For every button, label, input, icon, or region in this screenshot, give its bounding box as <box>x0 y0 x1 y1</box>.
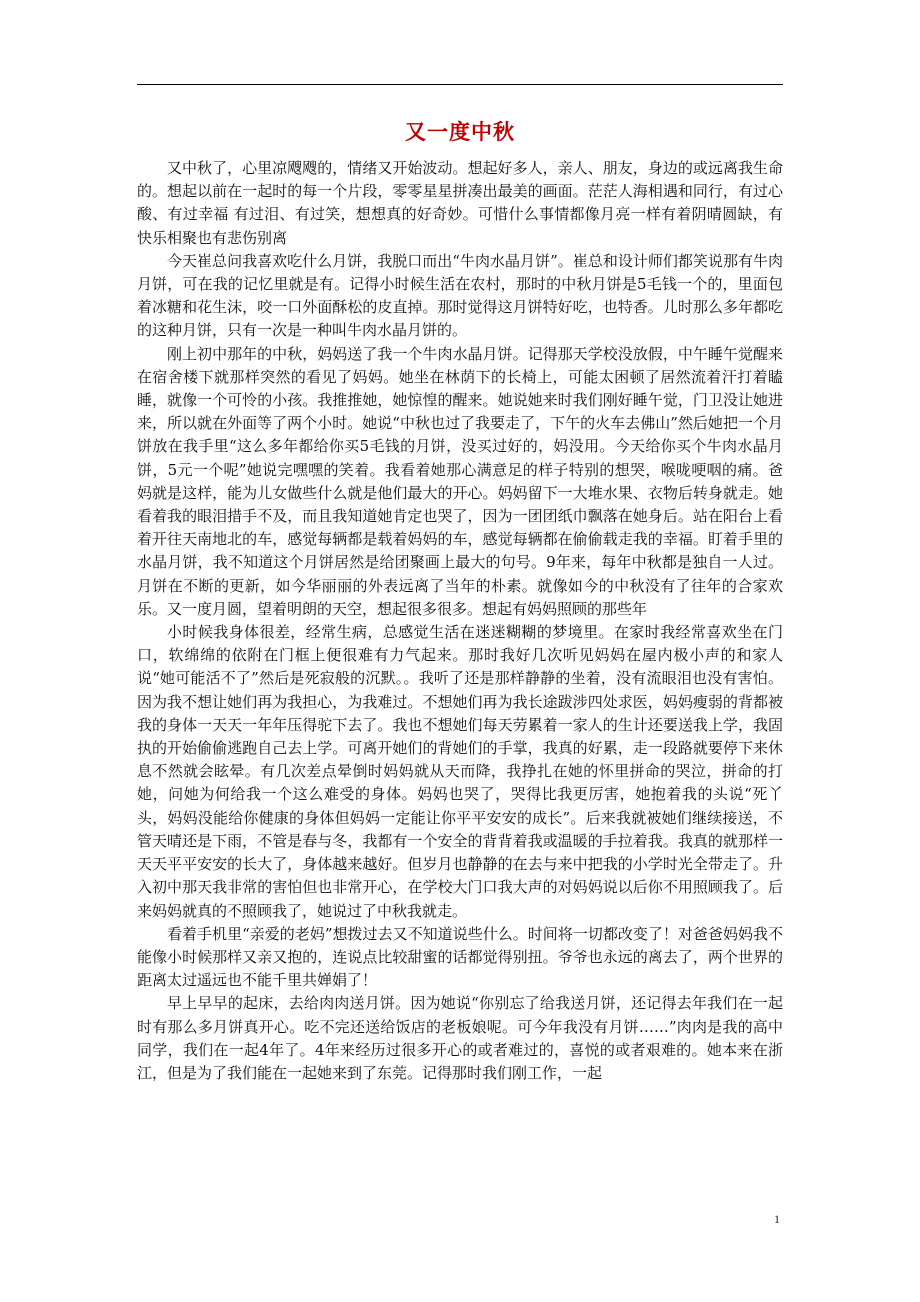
header-rule <box>137 84 783 85</box>
paragraph: 小时候我身体很差，经常生病，总感觉生活在迷迷糊糊的梦境里。在家时我经常喜欢坐在门口，软绵绵的依附在门框上便很难有力气起来。那时我好几次听见妈妈在屋内极小声的和家人说“她可能活不了”然后是死寂般的沉默。。我听了还是那样静静的坐着，没有流眼泪也没有害怕。因为我不想让她们再为我担心，为我难过。不想她们再为我长途跋涉四处求医，妈妈瘦弱的背都被我的身体一天天一年年压得驼下去了。我也不想她们每天劳累着一家人的生计还要送我上学，我固执的开始偷偷逃跑自己去上学。可离开她们的背她们的手掌，我真的好累，走一段路就要停下来休息不然就会眩晕。有几次差点晕倒时妈妈就从天而降，我挣扎在她的怀里拼命的哭泣，拼命的打她，问她为何给我一个这么难受的身体。妈妈也哭了，哭得比我更厉害，她抱着我的头说“死丫头，妈妈没能给你健康的身体但妈妈一定能让你平平安安的成长”。后来我就被她们继续接送，不管天晴还是下雨，不管是春与冬，我都有一个安全的背背着我或温暖的手拉着我。我真的就那样一天天平平安安的长大了，身体越来越好。但岁月也静静的在去与来中把我的小学时光全带走了。升入初中那天我非常的害怕但也非常开心，在学校大门口我大声的对妈妈说以后你不用照顾我了。后来妈妈就真的不照顾我了，她说过了中秋我就走。 <box>137 623 783 920</box>
paragraph: 刚上初中那年的中秋，妈妈送了我一个牛肉水晶月饼。记得那天学校没放假，中午睡午觉醒来在宿舍楼下就那样突然的看见了妈妈。她坐在林荫下的长椅上，可能太困顿了居然流着汗打着瞌睡，就像一个可怜的小孩。我推推她，她惊惶的醒来。她说她来时我们刚好睡午觉，门卫没让她进来，所以就在外面等了两个小时。她说“中秋也过了我要走了，下午的火车去佛山”然后她把一个月饼放在我手里“这么多年都给你买5毛钱的月饼，没买过好的，妈没用。今天给你买个牛肉水晶月饼，5元一个呢”她说完嘿嘿的笑着。我看着她那心满意足的样子特别的想哭，喉咙哽咽的痛。爸妈就是这样，能为儿女做些什么就是他们最大的开心。妈妈留下一大堆水果、衣物后转身就走。她看着我的眼泪措手不及，而且我知道她肯定也哭了，因为一团团纸巾飘落在她身后。站在阳台上看着开往天南地北的车，感觉每辆都是载着妈妈的车，感觉每辆都在偷偷载走我的幸福。盯着手里的水晶月饼，我不知道这个月饼居然是给团聚画上最大的句号。9年来，每年中秋都是独自一人过。月饼在不断的更新，如今华丽丽的外表远离了当年的朴素。就像如今的中秋没有了往年的合家欢乐。又一度月圆，望着明朗的天空，想起很多很多。想起有妈妈照顾的那些年 <box>137 344 783 618</box>
paragraph: 今天崔总问我喜欢吃什么月饼，我脱口而出“牛肉水晶月饼”。崔总和设计师们都笑说那有牛肉月饼，可在我的记忆里就是有。记得小时候生活在农村，那时的中秋月饼是5毛钱一个的，里面包着冰糖和花生沫，咬一口外面酥松的皮直掉。那时觉得这月饼特好吃，也特香。儿时那么多年都吃的这种月饼，只有一次是一种叫牛肉水晶月饼的。 <box>137 251 783 340</box>
paragraph: 早上早早的起床，去给肉肉送月饼。因为她说“你别忘了给我送月饼，还记得去年我们在一起时有那么多月饼真开心。吃不完还送给饭店的老板娘呢。可今年我没有月饼……”肉肉是我的高中同学，我们在一起4年了。4年来经历过很多开心的或者难过的，喜悦的或者艰难的。她本来在浙江，但是为了我们能在一起她来到了东莞。记得那时我们刚工作，一起 <box>137 994 783 1082</box>
document-body <box>137 157 783 1085</box>
paragraph: 又中秋了，心里凉飕飕的，情绪又开始波动。想起好多人，亲人、朋友，身边的或远离我生命的。想起以前在一起时的每一个片段，零零星星拼凑出最美的画面。茫茫人海相遇和同行，有过心酸、有过幸福 有过泪、有过笑，想想真的好奇妙。可惜什么事情都像月亮一样有着阴晴圆缺，有快乐相聚也有悲伤别离 <box>137 159 783 247</box>
paragraph: 看着手机里“亲爱的老妈”想拨过去又不知道说些什么。时间将一切都改变了！对爸爸妈妈我不能像小时候那样又亲又抱的，连说点比较甜蜜的话都觉得别扭。爷爷也永远的离去了，两个世界的距离太过遥远也不能千里共婵娟了！ <box>137 924 783 990</box>
document-title: 又一度中秋 <box>405 120 515 144</box>
page-number: 1 <box>774 1212 780 1226</box>
